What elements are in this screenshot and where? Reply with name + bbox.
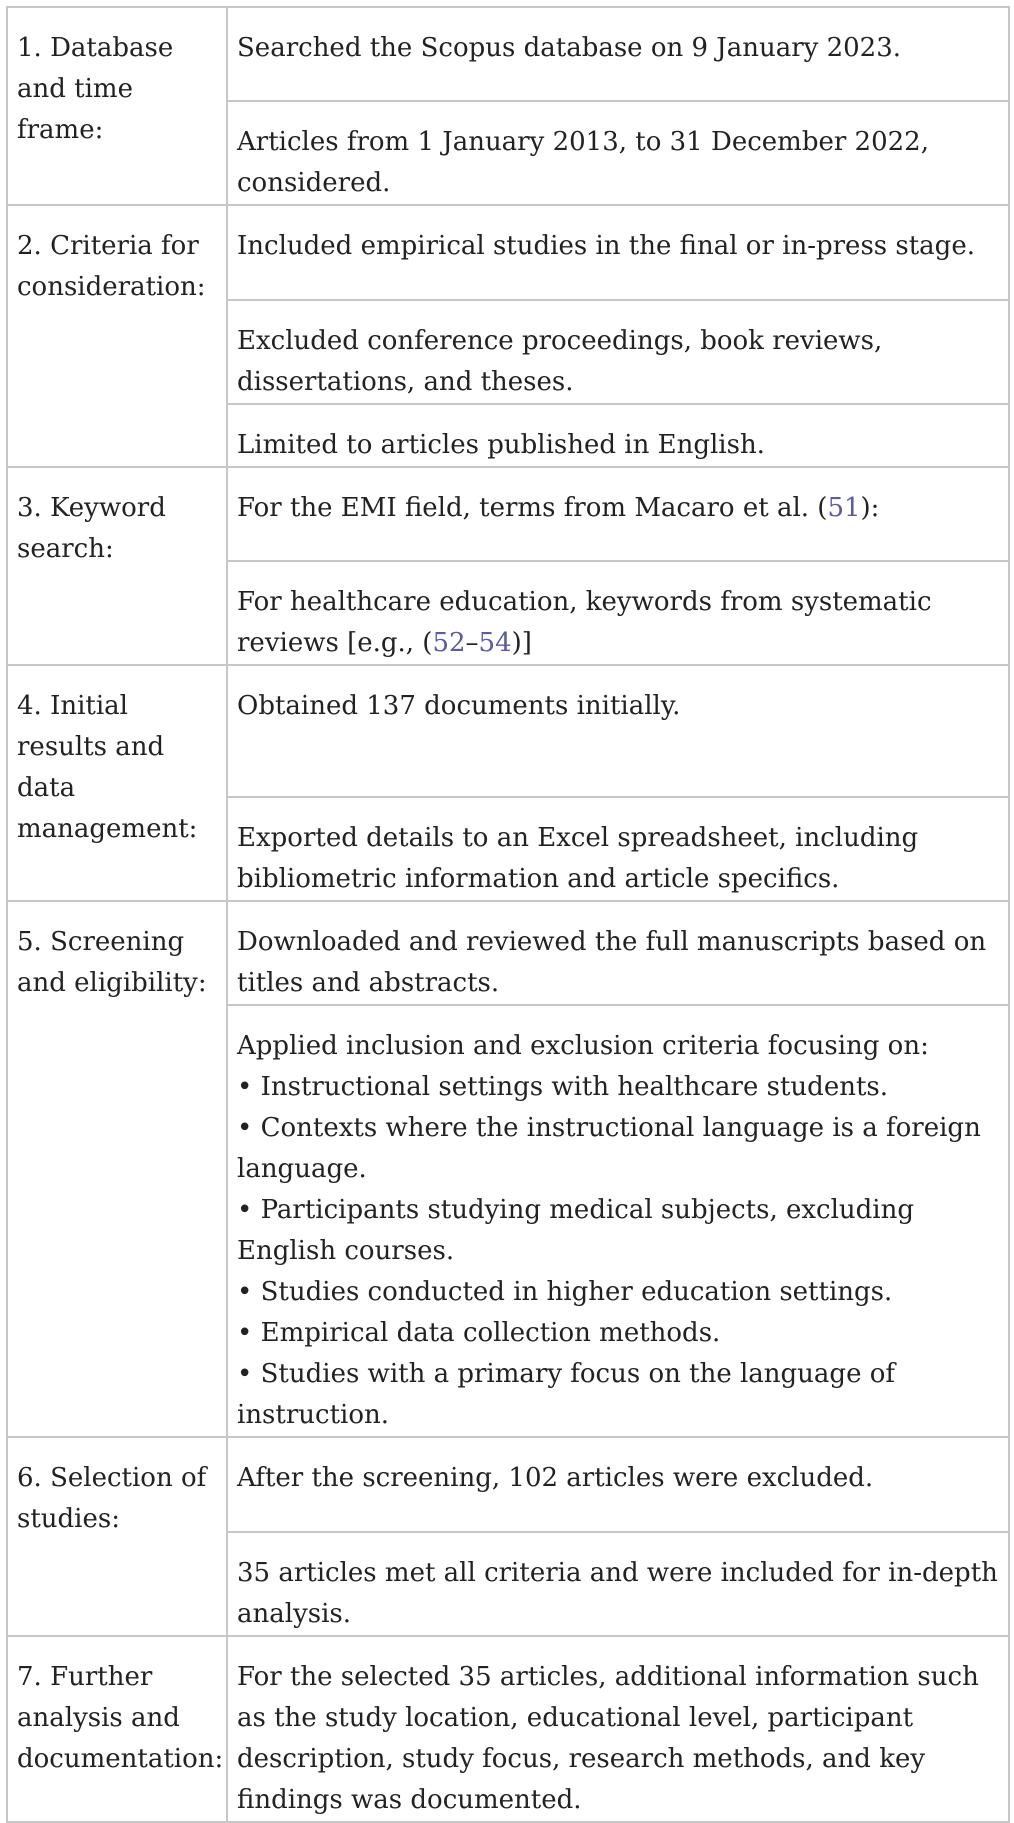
criteria-bullet-1: • Instructional settings with healthcare students. [237,1072,889,1102]
citation-link-52[interactable]: 52 [432,628,466,658]
step-label-7: 7. Further analysis and documentation: [7,1636,227,1822]
criteria-bullet-6: • Studies with a primary focus on the language of instruction. [237,1359,895,1430]
step-2-detail-1: Included empirical studies in the final or in-press stage. [227,205,1009,300]
step-label-4: 4. Initial results and data management: [7,665,227,901]
step-5-detail-1: Downloaded and reviewed the full manuscripts based on titles and abstracts. [227,901,1009,1005]
step-2-detail-3: Limited to articles published in English. [227,404,1009,467]
step-1-detail-1: Searched the Scopus database on 9 January 2023. [227,7,1009,101]
methodology-table [6,6,1010,1823]
step-4-detail-1: Obtained 137 documents initially. [227,665,1009,797]
step-label-1: 1. Database and time frame: [7,7,227,205]
step-6-detail-1: After the screening, 102 articles were excluded. [227,1437,1009,1532]
step-3-detail-1: For the EMI field, terms from Macaro et al. (51): [227,467,1009,561]
step-3-detail-2: For healthcare education, keywords from systematic reviews [e.g., (52–54)] [227,561,1009,665]
step-7-detail-1: For the selected 35 articles, additional information such as the study location, educational level, participant description, study focus, research methods, and key findings was documented. [227,1636,1009,1822]
step-5-detail-2 [227,1005,1009,1437]
step-label-6: 6. Selection of studies: [7,1437,227,1636]
criteria-bullet-3: • Participants studying medical subjects, excluding English courses. [237,1195,915,1266]
step-4-detail-2: Exported details to an Excel spreadsheet, including bibliometric information and article specifics. [227,797,1009,901]
step-6-detail-2: 35 articles met all criteria and were included for in-depth analysis. [227,1532,1009,1636]
step-1-detail-2: Articles from 1 January 2013, to 31 December 2022, considered. [227,101,1009,205]
step-2-detail-2: Excluded conference proceedings, book reviews, dissertations, and theses. [227,300,1009,404]
citation-link-51[interactable]: 51 [827,493,861,523]
criteria-bullet-5: • Empirical data collection methods. [237,1318,721,1348]
citation-link-54[interactable]: 54 [478,628,512,658]
criteria-bullet-4: • Studies conducted in higher education settings. [237,1277,893,1307]
step-label-2: 2. Criteria for consideration: [7,205,227,467]
criteria-bullet-2: • Contexts where the instructional language is a foreign language. [237,1113,981,1184]
step-label-3: 3. Keyword search: [7,467,227,665]
step-label-5: 5. Screening and eligibility: [7,901,227,1437]
criteria-intro: Applied inclusion and exclusion criteria focusing on: [237,1031,929,1061]
